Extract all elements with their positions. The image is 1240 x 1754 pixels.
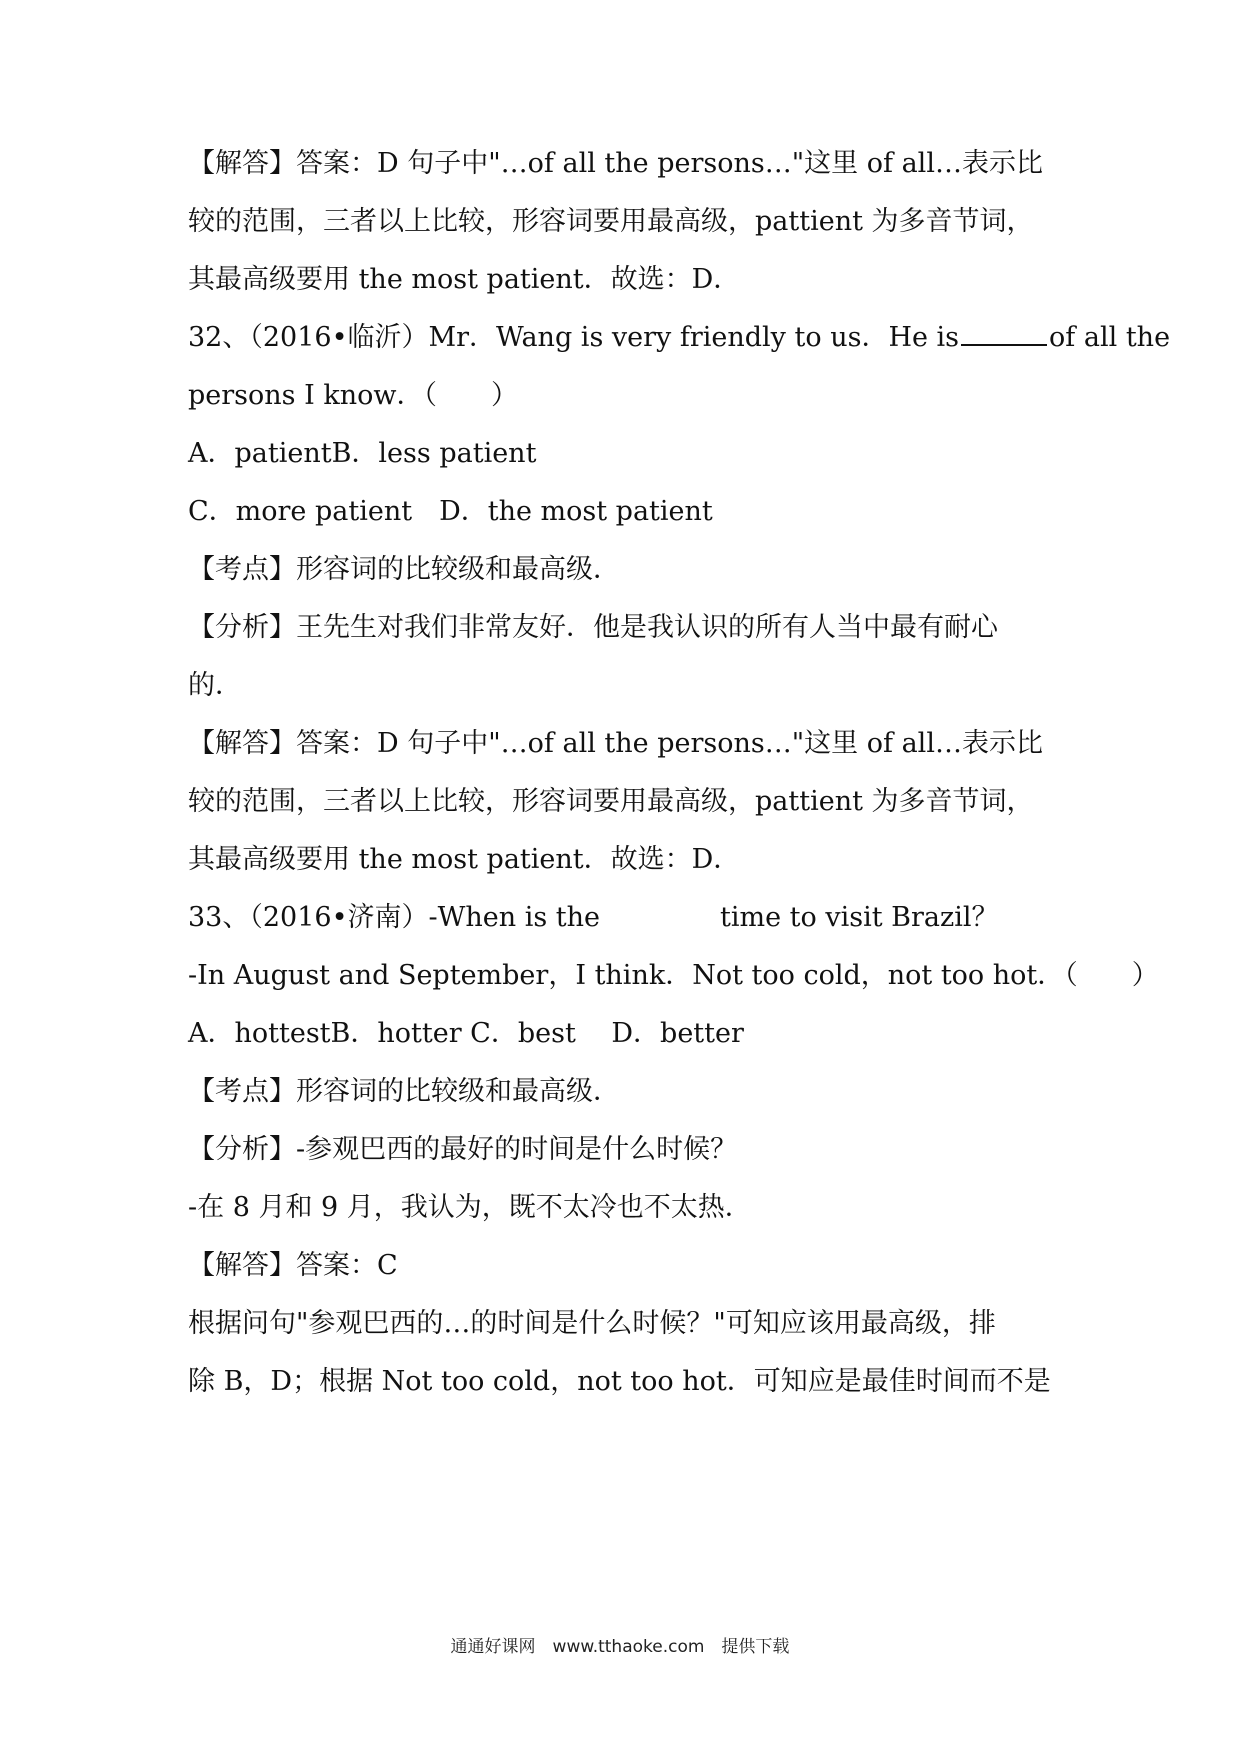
q32-jieda-line-3: 其最高级要用 the most patient．故选：D． [188,844,741,875]
q32-fenxi-line-2: 的． [188,670,242,701]
q33-jieda-line-2: 根据问句"参观巴西的…的时间是什么时候？"可知应该用最高级，排 [188,1308,996,1339]
q33-stem-after: time to visit Brazil？ [720,902,999,933]
q32-blank [961,320,1047,346]
prev-answer-line-1: 【解答】答案：D 句子中"…of all the persons…"这里 of all…表示比 [188,148,1043,179]
q32-stem [188,320,1171,356]
q32-stem-before: 32、（2016•临沂）Mr．Wang is very friendly to us．He is [188,322,960,353]
prev-answer-line-2: 较的范围，三者以上比较，形容词要用最高级，pattient 为多音节词， [188,206,1034,237]
q33-jieda-line-3: 除 B，D；根据 Not too cold，not too hot．可知应是最佳时间而不是 [188,1366,1051,1397]
q32-stem-line-2: persons I know．（ ） [188,380,518,411]
q32-kaodian: 【考点】形容词的比较级和最高级． [188,554,620,585]
q33-stem-before: 33、（2016•济南）-When is the [188,902,601,933]
q32-jieda-line-1: 【解答】答案：D 句子中"…of all the persons…"这里 of all…表示比 [188,728,1043,759]
q33-fenxi-line-2: -在 8 月和 9 月，我认为，既不太冷也不太热． [188,1192,752,1223]
q33-stem [188,900,1068,936]
q33-kaodian: 【考点】形容词的比较级和最高级． [188,1076,620,1107]
q32-fenxi-line-1: 【分析】王先生对我们非常友好．他是我认识的所有人当中最有耐心 [188,612,998,643]
q33-options: A．hottestB．hotter C．best D．better [188,1018,744,1049]
q33-jieda-line-1: 【解答】答案：C [188,1250,398,1281]
q32-options-line-2: C．more patient D．the most patient [188,496,713,527]
q32-options-line-1: A．patientB．less patient [188,438,537,469]
q33-fenxi-line-1: 【分析】-参观巴西的最好的时间是什么时候？ [188,1134,738,1165]
q32-jieda-line-2: 较的范围，三者以上比较，形容词要用最高级，pattient 为多音节词， [188,786,1034,817]
q33-stem-line-2: -In August and September，I think．Not too cold，not too hot．（ ） [188,960,1159,991]
page-footer: 通通好课网 www.tthaoke.com 提供下载 [450,1637,790,1657]
q32-stem-after: of all the [1049,322,1171,353]
prev-answer-line-3: 其最高级要用 the most patient．故选：D． [188,264,741,295]
